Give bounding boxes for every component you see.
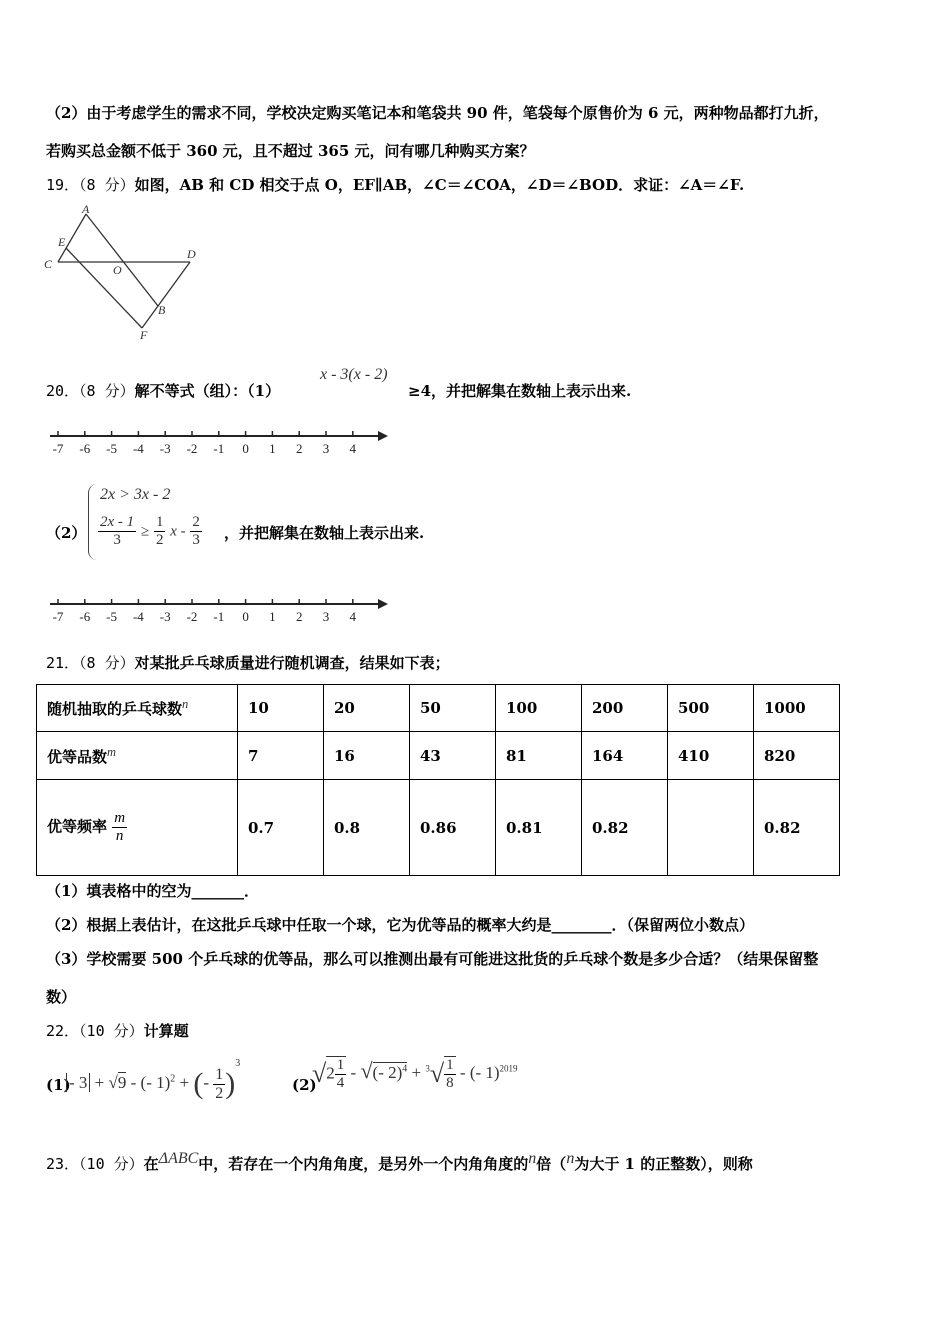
table-cell: 20 xyxy=(324,685,410,732)
table-cell: 0.86 xyxy=(410,780,496,876)
q20-part2-label: （2） xyxy=(46,524,87,542)
q21-sub2: （2）根据上表估计，在这批乒乓球中任取一个球，它为优等品的概率大约是________．（保留两位小数点） xyxy=(46,916,754,934)
q21-sub3-line1: （3）学校需要 500 个乒乓球的优等品，那么可以推测出最有可能进这批货的乒乓球个数是多少合适？（结果保留整 xyxy=(46,950,819,968)
q19-line xyxy=(46,174,744,195)
q18-part2-line1: （2）由于考虑学生的需求不同，学校决定购买笔记本和笔袋共 90 件，笔袋每个原售价为 6 元，两种物品都打九折， xyxy=(46,104,829,122)
q21-sub3-line2: 数） xyxy=(46,988,77,1006)
q19-number: 19．（8 分） xyxy=(46,176,135,194)
axis-tick-label: 0 xyxy=(242,441,249,456)
q22-expression-1: - 3 + √9 - (- 1)$^2$ + (- $\frac{1}{2}$ )$^3$ xyxy=(66,1058,240,1103)
table-cell: 0.7 xyxy=(238,780,324,876)
fraction-2-over-3: $\frac{2}{3}$ xyxy=(192,514,200,548)
label-b: B xyxy=(158,303,166,317)
table-row-sample-count xyxy=(37,685,840,732)
axis-tick-label: 3 xyxy=(322,609,330,624)
axis-tick-label: -7 xyxy=(52,609,64,624)
axis-tick-label: 3 xyxy=(322,441,330,456)
fraction-2x-1-over-3: $\frac{2x - 1}{3}$ xyxy=(100,514,135,548)
number-line-1 xyxy=(44,424,394,460)
axis-tick-label: 4 xyxy=(349,609,357,624)
axis-tick-label: -3 xyxy=(159,609,171,624)
q20-part1-label: 1） xyxy=(254,382,281,400)
row-label-good-rate: 优等频率 $\frac{m}{n}$ xyxy=(37,780,238,876)
axis-tick-label: -1 xyxy=(213,441,225,456)
axis-tick-label: -6 xyxy=(79,441,91,456)
label-c: C xyxy=(44,257,53,271)
table-cell: 820 xyxy=(754,732,840,780)
q22-expression-2: √2 $\frac{1}{4}$ - √(- 2)$^4$ + $^3$√ $\frac{1}{8}$ - (- 1)$^{2019}$ xyxy=(312,1057,518,1091)
table-cell: 410 xyxy=(668,732,754,780)
q21-number: 21．（8 分） xyxy=(46,654,135,672)
q20-intro: 解不等式（组）：（ xyxy=(134,382,255,400)
axis-tick-label: 1 xyxy=(269,441,276,456)
q20-number: 20．（8 分） xyxy=(46,382,135,400)
table-cell-blank xyxy=(668,780,754,876)
q20-part1-tail: ≥4，并把解集在数轴上表示出来. xyxy=(408,382,632,400)
axis-tick-label: 1 xyxy=(269,609,276,624)
q20-part1-expression: x - 3(x - 2) xyxy=(320,366,388,383)
axis-tick-label: -1 xyxy=(213,609,225,624)
table-cell: 200 xyxy=(582,685,668,732)
segment-ab xyxy=(86,214,158,306)
system-brace xyxy=(88,484,97,560)
system-line-2: $\frac{2x - 1}{3}$ ≥ $\frac{1}{2}$ x - $\frac{2}{3}$ xyxy=(100,514,200,548)
q21-line xyxy=(46,652,450,673)
table-cell: 7 xyxy=(238,732,324,780)
table-cell: 16 xyxy=(324,732,410,780)
table-row-good-rate xyxy=(37,780,840,876)
axis-tick-label: -7 xyxy=(52,441,64,456)
label-e: E xyxy=(58,235,66,249)
q23-line: 23．（10 分）在$^{\Delta ABC}$中，若存在一个内角角度，是另外一个内角角度的$^n$倍（$^n$为大于 1 的正整数），则称 xyxy=(46,1150,753,1173)
label-o: O xyxy=(113,263,122,277)
axis-tick-label: -5 xyxy=(106,609,118,624)
table-cell: 81 xyxy=(496,732,582,780)
table-cell: 0.8 xyxy=(324,780,410,876)
axis-tick-label: -2 xyxy=(186,441,198,456)
row-label-sample-count: 随机抽取的乒乓球数$^n$ xyxy=(37,685,238,732)
number-line-2 xyxy=(44,592,394,628)
table-cell: 43 xyxy=(410,732,496,780)
system-line-1: 2x > 3x - 2 xyxy=(100,486,171,503)
table-cell: 100 xyxy=(496,685,582,732)
table-cell: 0.81 xyxy=(496,780,582,876)
abs-neg-3: - 3 xyxy=(66,1073,90,1092)
q19-figure xyxy=(40,202,210,344)
row-label-good-count: 优等品数$^m$ xyxy=(37,732,238,780)
q20-line xyxy=(46,380,280,401)
axis-tick-label: -5 xyxy=(106,441,118,456)
table-cell: 1000 xyxy=(754,685,840,732)
q22-number: 22．（10 分） xyxy=(46,1022,144,1040)
q18-part2-line2: 若购买总金额不低于 360 元，且不超过 365 元，问有哪几种购买方案？ xyxy=(46,142,535,160)
axis-tick-label: -6 xyxy=(79,609,91,624)
axis-tick-label: 4 xyxy=(349,441,357,456)
table-cell: 500 xyxy=(668,685,754,732)
axis-tick-label: -3 xyxy=(159,441,171,456)
fraction-1-over-2: $\frac{1}{2}$ xyxy=(155,514,164,548)
q19-text: 如图，AB 和 CD 相交于点 O，EF∥AB，∠C＝∠COA，∠D＝∠BOD．求证：∠A＝∠F. xyxy=(134,176,745,194)
table-cell: 10 xyxy=(238,685,324,732)
axis-tick-label: 2 xyxy=(295,609,303,624)
q20-part2-tail: ，并把解集在数轴上表示出来. xyxy=(224,524,425,542)
label-a: A xyxy=(82,202,90,216)
triangle-abc: ΔABC xyxy=(158,1150,199,1167)
table-cell: 50 xyxy=(410,685,496,732)
axis-tick-label: 0 xyxy=(242,609,249,624)
q22-part2-label: (2) xyxy=(292,1076,317,1094)
q21-sub1: （1）填表格中的空为_______． xyxy=(46,882,259,900)
q21-text: 对某批乒乓球质量进行随机调查，结果如下表； xyxy=(134,654,450,672)
q23-number: 23．（10 分） xyxy=(46,1155,144,1173)
label-d: D xyxy=(187,247,196,261)
axis-tick-label: -4 xyxy=(132,441,144,456)
label-f: F xyxy=(140,328,148,342)
quality-table xyxy=(36,684,840,876)
q22-line xyxy=(46,1020,189,1041)
table-cell: 164 xyxy=(582,732,668,780)
table-cell: 0.82 xyxy=(754,780,840,876)
q22-text: 计算题 xyxy=(143,1022,189,1040)
axis-tick-label: -4 xyxy=(132,609,144,624)
axis-tick-label: 2 xyxy=(295,441,303,456)
table-row-good-count xyxy=(37,732,840,780)
axis-tick-label: -2 xyxy=(186,609,198,624)
segment-ef xyxy=(66,248,142,328)
q22-part1-label: (1) xyxy=(46,1076,71,1094)
table-cell: 0.82 xyxy=(582,780,668,876)
